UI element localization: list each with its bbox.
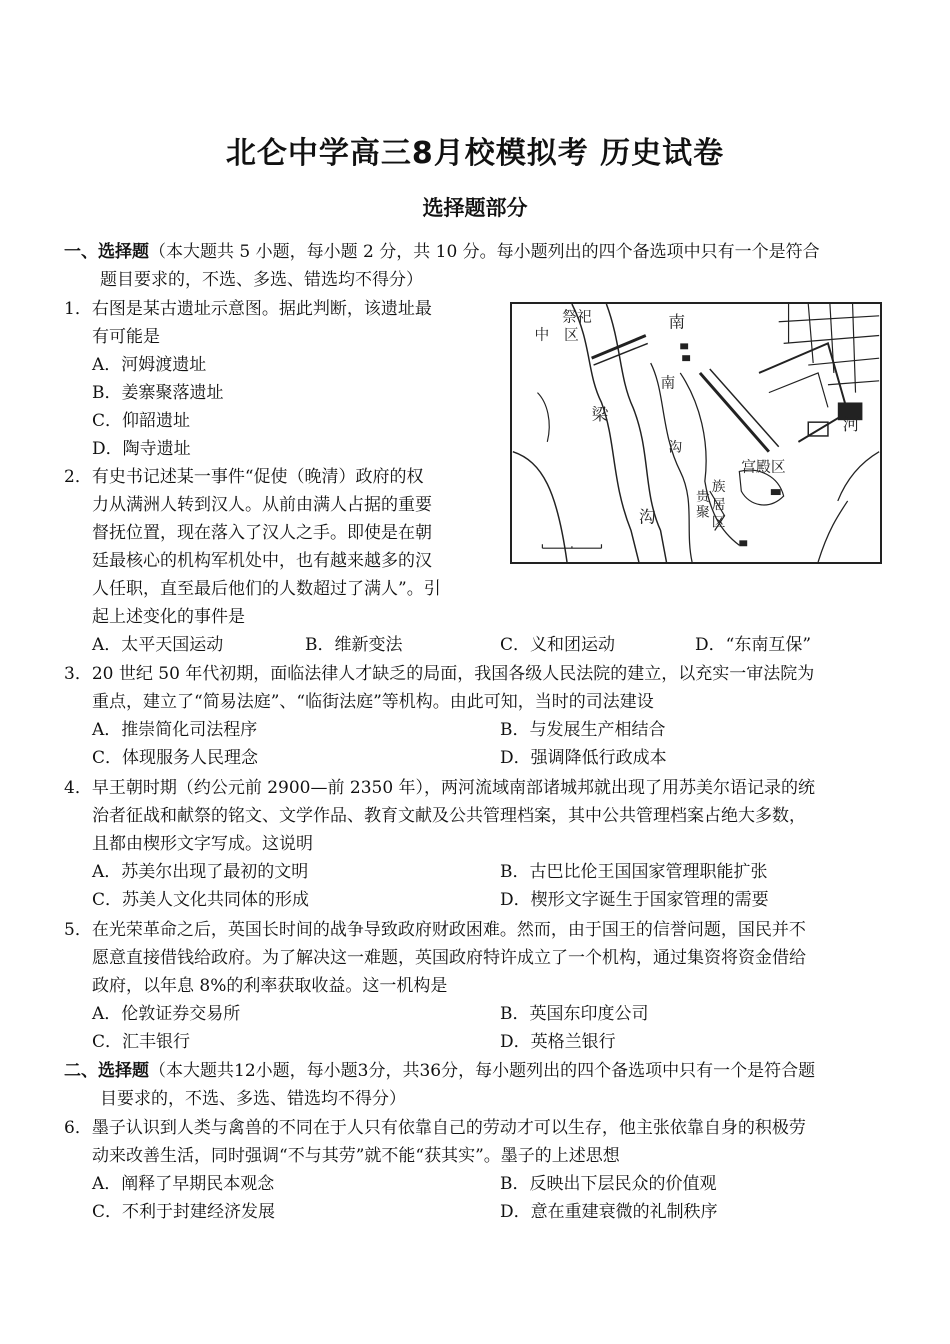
q5-stem: 5．在光荣革命之后，英国长时间的战争导致政府财政困难。然而，由于国王的信誉问题，国民并不 — [64, 920, 806, 940]
map-label-qu: 区 — [711, 514, 726, 531]
q5-option-a: A．伦敦证券交易所 — [92, 1004, 241, 1024]
q5-stem-2: 愿意直接借钱给政府。为了解决这一难题，英国政府特许成立了一个机构，通过集资将资金借给 — [92, 948, 806, 968]
q1-stem-cont: 有可能是 — [92, 327, 160, 347]
q6-option-d: D．意在重建衰微的礼制秩序 — [500, 1202, 718, 1222]
map-label-jisi-qu: 区 — [564, 326, 579, 344]
section1-note-cont: 题目要求的，不选、多选、错选均不得分） — [100, 270, 423, 290]
section1-header — [64, 240, 820, 266]
section1-note: （本大题共 5 小题，每小题 2 分，共 10 分。每小题列出的四个备选项中只有一个是符合 — [149, 242, 820, 262]
q2-stem-2: 力从满洲人转到汉人。从前由满人占据的重要 — [92, 495, 432, 515]
section2-note-cont: 目要求的，不选、多选、错选均不得分） — [100, 1089, 406, 1109]
q5-option-d: D．英格兰银行 — [500, 1032, 616, 1052]
q2-stem-5: 人任职，直至最后他们的人数超过了满人”。引 — [92, 579, 441, 599]
section2-header — [64, 1059, 815, 1085]
q1-option-a: A．河姆渡遗址 — [92, 355, 207, 375]
q5-option-b: B．英国东印度公司 — [500, 1004, 649, 1024]
q3-option-b: B．与发展生产相结合 — [500, 720, 666, 740]
map-label-gou-bottom: 沟 — [638, 506, 656, 527]
map-label-nan-mid: 南 — [660, 374, 676, 392]
q1-option-d: D．陶寺遗址 — [92, 439, 191, 459]
q2-option-a: A．太平天国运动 — [92, 635, 224, 655]
site-map-drawing — [512, 304, 880, 562]
q3-stem: 3．20 世纪 50 年代初期，面临法律人才缺乏的局面，我国各级人民法院的建立，以充实一审法院为 — [64, 664, 815, 684]
q2-option-d: D．“东南互保” — [695, 635, 812, 655]
q3-option-d: D．强调降低行政成本 — [500, 748, 667, 768]
q1-stem: 1．右图是某古遗址示意图。据此判断，该遗址最 — [64, 299, 432, 319]
section-subtitle: 选择题部分 — [422, 196, 528, 220]
section2-note: （本大题共12小题，每小题3分，共36分，每小题列出的四个备选项中只有一个是符合题 — [149, 1061, 816, 1081]
page-title: 北仑中学高三8月校模拟考 历史试卷 — [225, 136, 725, 171]
q4-stem: 4．早王朝时期（约公元前 2900—前 2350 年），两河流域南部诸城邦就出现了用苏美尔语记录的统 — [64, 778, 816, 798]
map-label-gui: 贵 — [696, 488, 710, 505]
map-label-he: 河 — [842, 414, 860, 435]
q2-stem-4: 廷最核心的机构军机处中，也有越来越多的汉 — [92, 551, 432, 571]
q4-option-d: D．楔形文字诞生于国家管理的需要 — [500, 890, 769, 910]
map-label-zhong: 中 — [534, 326, 550, 344]
map-label-nan-top: 南 — [668, 311, 686, 332]
q6-option-a: A．阐释了早期民本观念 — [92, 1174, 275, 1194]
q1-option-c: C．仰韶遗址 — [92, 411, 191, 431]
map-label-gou-mid: 沟 — [668, 439, 683, 456]
q4-stem-2: 治者征战和献祭的铭文、文学作品、教育文献及公共管理档案，其中公共管理档案占绝大多数， — [92, 806, 806, 826]
map-label-zu: 族 — [711, 479, 726, 496]
q3-option-a: A．推崇简化司法程序 — [92, 720, 258, 740]
map-label-ju2: 聚 — [696, 504, 710, 521]
q1-option-b: B．姜寨聚落遗址 — [92, 383, 224, 403]
map-label-gongdian: 宫殿区 — [741, 458, 786, 476]
map-label-ju: 居 — [711, 496, 726, 513]
q5-stem-3: 政府，以年息 8%的利率获取收益。这一机构是 — [92, 976, 448, 996]
q6-stem-cont: 动来改善生活，同时强调“不与其劳”就不能“获其实”。墨子的上述思想 — [92, 1146, 620, 1166]
q6-stem: 6．墨子认识到人类与禽兽的不同在于人只有依靠自己的劳动才可以生存，他主张依靠自身的积极劳 — [64, 1118, 806, 1138]
site-map-figure — [510, 302, 882, 564]
q6-option-b: B．反映出下层民众的价值观 — [500, 1174, 717, 1194]
q2-stem-3: 督抚位置，现在落入了汉人之手。即使是在朝 — [92, 523, 432, 543]
q2-stem-6: 起上述变化的事件是 — [92, 607, 245, 627]
q5-option-c: C．汇丰银行 — [92, 1032, 191, 1052]
q4-option-a: A．苏美尔出现了最初的文明 — [92, 862, 309, 882]
section1-heading: 一、选择题 — [64, 242, 149, 262]
q6-option-c: C．不利于封建经济发展 — [92, 1202, 276, 1222]
q2-stem: 2．有史书记述某一事件“促使（晚清）政府的权 — [64, 467, 424, 487]
q3-option-c: C．体现服务人民理念 — [92, 748, 259, 768]
q3-stem-cont: 重点，建立了“简易法庭”、“临街法庭”等机构。由此可知，当时的司法建设 — [92, 692, 654, 712]
q2-option-b: B．维新变法 — [305, 635, 403, 655]
q4-option-c: C．苏美人文化共同体的形成 — [92, 890, 310, 910]
q2-option-c: C．义和团运动 — [500, 635, 616, 655]
q4-stem-3: 且都由楔形文字写成。这说明 — [92, 834, 313, 854]
q4-option-b: B．古巴比伦王国国家管理职能扩张 — [500, 862, 768, 882]
map-label-jisi: 祭祀 — [562, 308, 592, 326]
section2-heading: 二、选择题 — [64, 1061, 149, 1081]
map-label-liang: 梁 — [591, 404, 609, 425]
